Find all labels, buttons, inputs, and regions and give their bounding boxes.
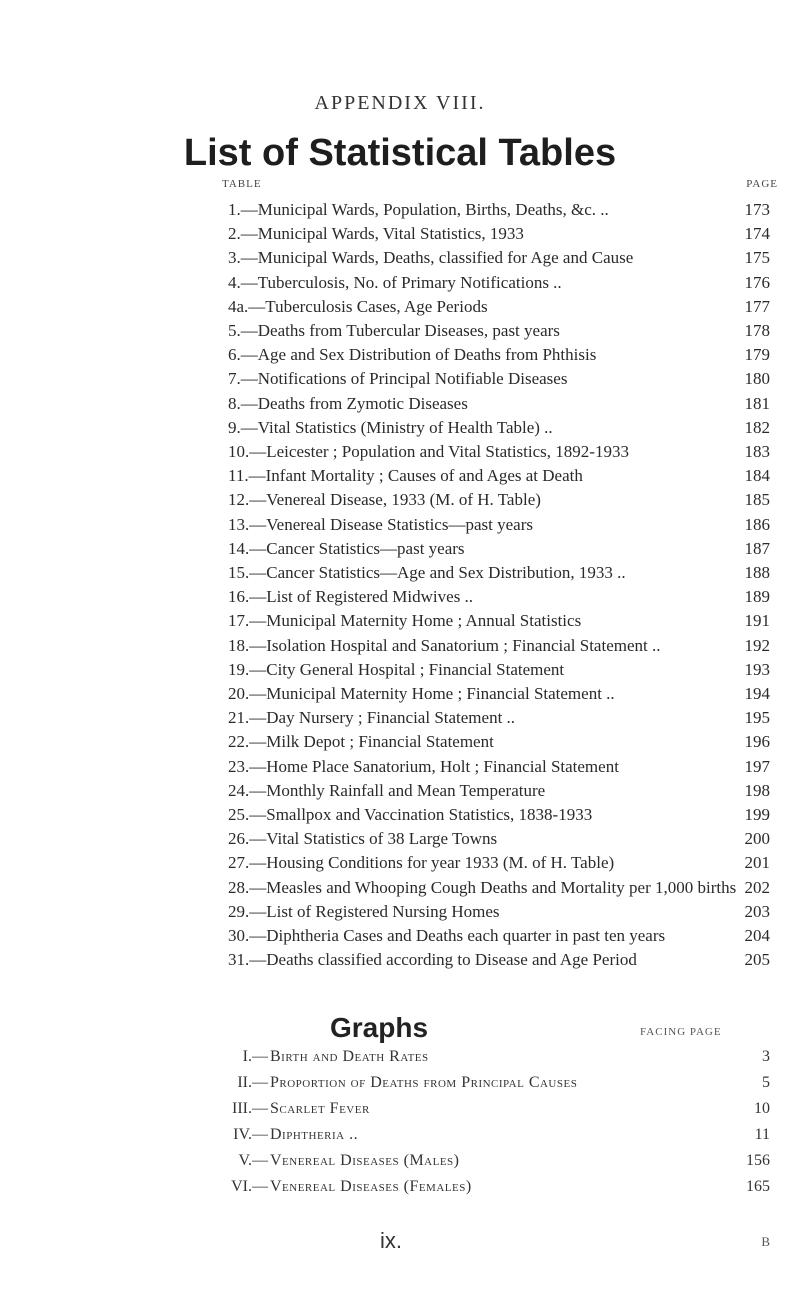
table-row	[0, 295, 800, 319]
table-entry-page: 204	[744, 926, 770, 945]
graph-entry-page: 3	[762, 1048, 770, 1065]
table-entry-label: 2.—Municipal Wards, Vital Statistics, 1933	[228, 224, 524, 244]
table-entry-label: 4.—Tuberculosis, No. of Primary Notifications ..	[228, 272, 562, 292]
table-row	[0, 924, 800, 948]
table-row	[0, 755, 800, 779]
table-entry-label: 31.—Deaths classified according to Disease and Age Period	[228, 950, 637, 970]
table-entry-label: 26.—Vital Statistics of 38 Large Towns	[228, 829, 498, 849]
table-row	[0, 513, 800, 537]
table-row	[0, 246, 800, 270]
table-entry-label: 7.—Notifications of Principal Notifiable Diseases	[228, 369, 568, 389]
table-entry-page: 181	[744, 393, 770, 413]
graph-row	[0, 1070, 800, 1096]
table-entry-label: 25.—Smallpox and Vaccination Statistics, 1838-1933	[228, 805, 593, 824]
table-entry-page: 174	[744, 224, 770, 244]
table-entry-page: 198	[744, 780, 770, 800]
table-entry-page: 186	[744, 514, 770, 534]
table-entry-page: 188	[744, 563, 770, 582]
graph-entry-page: 156	[746, 1152, 770, 1169]
graph-row	[0, 1096, 800, 1122]
table-row	[0, 851, 800, 875]
table-row	[0, 343, 800, 367]
table-entry-page: 183	[744, 442, 770, 461]
graph-entry-number: VI.—	[231, 1178, 268, 1195]
table-entry-label: 4a.—Tuberculosis Cases, Age Periods	[228, 296, 488, 316]
table-entry-page: 202	[744, 877, 770, 897]
table-entry-label: 16.—List of Registered Midwives ..	[228, 587, 474, 607]
graph-row	[0, 1174, 800, 1200]
table-row	[0, 392, 800, 416]
page-number: ix.	[380, 1228, 402, 1253]
table-entry-page: 178	[744, 321, 770, 340]
table-entry-label: 19.—City General Hospital ; Financial Statement	[228, 659, 565, 679]
graph-entry-page: 11	[754, 1126, 770, 1143]
table-entry-page: 200	[744, 829, 770, 849]
table-entry-page: 192	[744, 635, 770, 655]
table-entry-label: 8.—Deaths from Zymotic Diseases	[228, 393, 468, 413]
table-entry-page: 203	[744, 901, 770, 921]
graph-entry-number: IV.—	[233, 1126, 268, 1143]
table-entry-page: 193	[744, 659, 770, 679]
table-entry-label: 24.—Monthly Rainfall and Mean Temperature	[228, 780, 546, 800]
table-row	[0, 634, 800, 658]
table-row	[0, 730, 800, 754]
graph-entry-number: II.—	[237, 1074, 268, 1091]
table-entry-label: 27.—Housing Conditions for year 1933 (M. of H. Table)	[228, 853, 615, 873]
graph-entry-number: V.—	[238, 1152, 268, 1169]
table-entry-label: 28.—Measles and Whooping Cough Deaths and Mortality per 1,000 births	[228, 877, 737, 897]
table-entry-label: 20.—Municipal Maternity Home ; Financial Statement ..	[228, 684, 615, 703]
table-row	[0, 464, 800, 488]
table-entry-page: 195	[744, 708, 770, 728]
table-row	[0, 948, 800, 972]
table-row	[0, 416, 800, 440]
graph-entry-page: 10	[754, 1100, 770, 1117]
table-entry-page: 177	[744, 296, 770, 316]
table-entry-page: 182	[744, 417, 770, 437]
table-entry-page: 185	[744, 490, 770, 510]
table-row	[0, 779, 800, 803]
table-entry-label: 3.—Municipal Wards, Deaths, classified for Age and Cause	[228, 248, 634, 268]
table-row	[0, 658, 800, 682]
table-entry-page: 187	[744, 538, 770, 558]
table-row	[0, 585, 800, 609]
table-entry-label: 15.—Cancer Statistics—Age and Sex Distribution, 1933 ..	[228, 563, 626, 582]
table-entry-page: 196	[744, 732, 770, 752]
graph-entry-page: 165	[746, 1178, 770, 1195]
graph-entry-label: Diphtheria ..	[270, 1126, 359, 1143]
table-entry-label: 5.—Deaths from Tubercular Diseases, past years	[228, 321, 560, 340]
table-entry-label: 30.—Diphtheria Cases and Deaths each quarter in past ten years	[228, 926, 666, 945]
table-entry-label: 9.—Vital Statistics (Ministry of Health Table) ..	[228, 417, 553, 437]
table-row	[0, 609, 800, 633]
table-entry-label: 21.—Day Nursery ; Financial Statement ..	[228, 708, 516, 728]
table-row	[0, 319, 800, 343]
graph-entry-label: Birth and Death Rates	[270, 1048, 429, 1065]
page-title: List of Statistical Tables	[183, 132, 617, 174]
graph-row	[0, 1148, 800, 1174]
table-entry-label: 17.—Municipal Maternity Home ; Annual Statistics	[228, 611, 582, 631]
graph-row	[0, 1044, 800, 1070]
table-column-header: TABLE	[222, 178, 262, 190]
table-entry-page: 191	[744, 611, 770, 631]
table-row	[0, 367, 800, 391]
table-entry-page: 199	[744, 805, 770, 824]
table-entry-label: 23.—Home Place Sanatorium, Holt ; Financial Statement	[228, 756, 619, 776]
graph-entry-label: Scarlet Fever	[270, 1100, 370, 1117]
table-entry-page: 184	[744, 466, 770, 486]
table-row	[0, 682, 800, 706]
table-entry-label: 22.—Milk Depot ; Financial Statement	[228, 732, 494, 752]
table-entry-page: 175	[744, 248, 770, 268]
table-entry-label: 29.—List of Registered Nursing Homes	[228, 901, 500, 921]
table-row	[0, 876, 800, 900]
table-entry-label: 18.—Isolation Hospital and Sanatorium ; Financial Statement ..	[228, 635, 661, 655]
table-entry-page: 197	[744, 756, 770, 776]
graph-row	[0, 1122, 800, 1148]
table-entry-label: 10.—Leicester ; Population and Vital Statistics, 1892-1933	[228, 442, 629, 461]
graph-entry-page: 5	[762, 1074, 770, 1091]
signature-mark: B	[761, 1234, 770, 1249]
table-entry-label: 11.—Infant Mortality ; Causes of and Ages at Death	[228, 466, 583, 486]
table-row	[0, 537, 800, 561]
table-row	[0, 222, 800, 246]
appendix-heading: APPENDIX VIII.	[314, 92, 486, 114]
table-entry-label: 12.—Venereal Disease, 1933 (M. of H. Table)	[228, 490, 541, 510]
graph-entry-label: Proportion of Deaths from Principal Causes	[270, 1074, 578, 1091]
graph-entry-number: I.—	[242, 1048, 268, 1065]
graph-entry-label: Venereal Diseases (Males)	[270, 1152, 460, 1169]
table-entry-page: 205	[744, 950, 770, 970]
table-entry-label: 13.—Venereal Disease Statistics—past years	[228, 514, 533, 534]
page-column-header: PAGE	[746, 178, 778, 190]
table-row	[0, 488, 800, 512]
table-entry-page: 194	[744, 684, 770, 703]
table-entry-label: 1.—Municipal Wards, Population, Births, Deaths, &c. ..	[228, 200, 609, 219]
graphs-title: Graphs	[330, 1012, 429, 1043]
table-row	[0, 827, 800, 851]
table-row	[0, 271, 800, 295]
graph-entry-number: III.—	[232, 1100, 268, 1117]
table-entry-label: 14.—Cancer Statistics—past years	[228, 538, 465, 558]
table-entry-page: 179	[744, 345, 770, 365]
table-entry-page: 176	[744, 272, 770, 292]
facing-page-header: FACING PAGE	[640, 1026, 722, 1038]
table-entry-page: 189	[744, 587, 770, 607]
table-entry-page: 201	[744, 853, 770, 873]
table-row	[0, 706, 800, 730]
graph-entry-label: Venereal Diseases (Females)	[270, 1178, 472, 1195]
table-row	[0, 803, 800, 827]
table-row	[0, 198, 800, 222]
table-entry-page: 173	[744, 200, 770, 219]
table-row	[0, 900, 800, 924]
table-entry-page: 180	[744, 369, 770, 389]
table-row	[0, 440, 800, 464]
table-row	[0, 561, 800, 585]
table-entry-label: 6.—Age and Sex Distribution of Deaths from Phthisis	[228, 345, 597, 365]
